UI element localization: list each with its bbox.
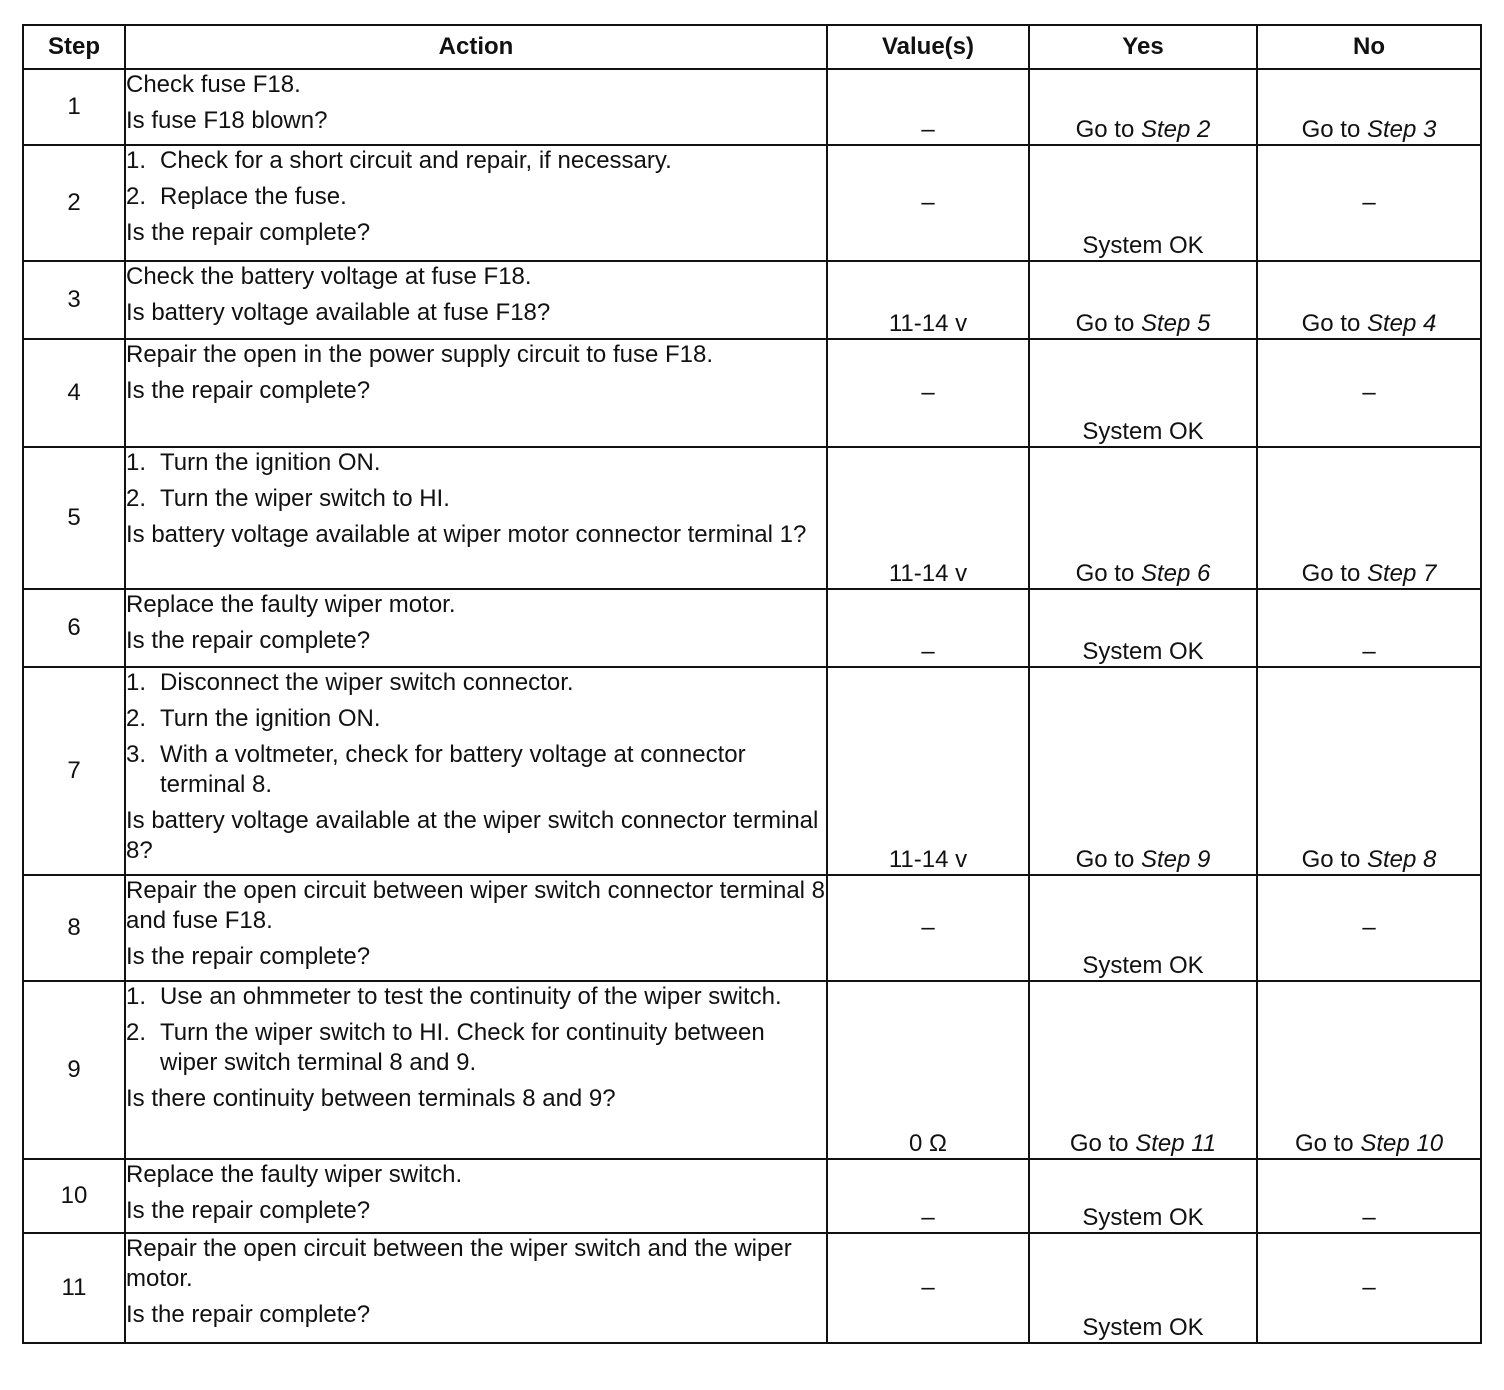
item-number: 1. [126, 669, 147, 696]
action-line: Is the repair complete? [126, 377, 371, 404]
action-cell [125, 69, 827, 145]
yes-step-link[interactable]: Step 9 [1140, 846, 1211, 873]
item-number: 1. [126, 449, 147, 476]
action-step-item [126, 182, 826, 212]
value-cell: 0 Ω [827, 981, 1029, 1159]
yes-cell [1029, 339, 1257, 447]
yes-prefix: Go to [1075, 310, 1141, 337]
no-cell: – [1257, 1159, 1481, 1233]
header-values: Value(s) [827, 25, 1029, 69]
step-cell: 4 [23, 339, 125, 447]
action-cell [125, 667, 827, 875]
no-cell: – [1257, 339, 1481, 447]
value-cell: – [827, 589, 1029, 667]
action-line: Repair the open circuit between the wiper switch and the wiper motor. [126, 1235, 792, 1292]
no-step-link[interactable]: Step 10 [1360, 1130, 1444, 1157]
action-line: Is fuse F18 blown? [126, 107, 328, 134]
header-row [23, 25, 1481, 69]
item-text: Turn the ignition ON. [160, 449, 381, 476]
item-number: 2. [126, 183, 147, 210]
action-step-item [126, 484, 826, 514]
action-cell [125, 981, 827, 1159]
yes-step-link[interactable]: Step 11 [1135, 1130, 1217, 1157]
yes-cell [1029, 145, 1257, 261]
step-cell: 2 [23, 145, 125, 261]
yes-cell [1029, 447, 1257, 589]
yes-prefix: Go to [1069, 1130, 1136, 1157]
step-cell: 11 [23, 1233, 125, 1343]
yes-cell [1029, 981, 1257, 1159]
action-cell [125, 261, 827, 339]
step-cell: 10 [23, 1159, 125, 1233]
item-number: 2. [126, 1019, 147, 1046]
action-line: Check fuse F18. [126, 71, 301, 98]
action-line: Is there continuity between terminals 8 and 9? [126, 1085, 616, 1112]
action-step-item [126, 668, 826, 698]
table-body [23, 69, 1481, 1343]
table-row [23, 261, 1481, 339]
header-no: No [1257, 25, 1481, 69]
action-cell [125, 1159, 827, 1233]
yes-cell [1029, 589, 1257, 667]
item-text: Use an ohmmeter to test the continuity of the wiper switch. [160, 983, 782, 1010]
action-cell [125, 875, 827, 981]
step-cell: 9 [23, 981, 125, 1159]
table-row [23, 69, 1481, 145]
value-cell: 11-14 v [827, 667, 1029, 875]
no-prefix: Go to [1301, 116, 1367, 143]
no-cell: – [1257, 875, 1481, 981]
action-line: Is the repair complete? [126, 627, 371, 654]
action-cell [125, 589, 827, 667]
item-text: Disconnect the wiper switch connector. [160, 669, 574, 696]
step-cell: 3 [23, 261, 125, 339]
table-row [23, 875, 1481, 981]
item-text: Turn the ignition ON. [160, 705, 381, 732]
item-text: Turn the wiper switch to HI. Check for continuity between wiper switch terminal 8 and 9. [160, 1019, 765, 1076]
header-action: Action [125, 25, 827, 69]
action-line: Is the repair complete? [126, 1301, 371, 1328]
no-prefix: Go to [1294, 1130, 1361, 1157]
no-step-link[interactable]: Step 7 [1366, 560, 1437, 587]
item-number: 2. [126, 485, 147, 512]
table-row [23, 981, 1481, 1159]
no-prefix: Go to [1301, 560, 1367, 587]
table-row [23, 667, 1481, 875]
value-cell: – [827, 339, 1029, 447]
step-cell: 6 [23, 589, 125, 667]
yes-prefix: System OK [1082, 1314, 1204, 1341]
yes-prefix: Go to [1075, 560, 1141, 587]
action-cell [125, 339, 827, 447]
step-cell: 8 [23, 875, 125, 981]
no-step-link[interactable]: Step 3 [1366, 116, 1437, 143]
action-line: Replace the faulty wiper motor. [126, 591, 456, 618]
action-step-item [126, 982, 826, 1012]
action-step-item [126, 704, 826, 734]
no-step-link[interactable]: Step 8 [1366, 846, 1437, 873]
yes-cell [1029, 1233, 1257, 1343]
yes-prefix: System OK [1082, 418, 1204, 445]
table-row [23, 447, 1481, 589]
yes-cell [1029, 1159, 1257, 1233]
table-row [23, 589, 1481, 667]
no-cell [1257, 447, 1481, 589]
table-row [23, 339, 1481, 447]
action-cell [125, 447, 827, 589]
no-cell: – [1257, 145, 1481, 261]
value-cell: – [827, 69, 1029, 145]
action-line: Is the repair complete? [126, 1197, 371, 1224]
diagnostic-table [22, 24, 1482, 1344]
action-cell [125, 1233, 827, 1343]
item-number: 1. [126, 147, 147, 174]
yes-step-link[interactable]: Step 2 [1140, 116, 1211, 143]
action-step-item [126, 1018, 826, 1078]
value-cell: – [827, 1233, 1029, 1343]
yes-cell [1029, 261, 1257, 339]
item-number: 3. [126, 741, 147, 768]
no-cell [1257, 261, 1481, 339]
step-cell: 5 [23, 447, 125, 589]
table-row [23, 1159, 1481, 1233]
table-row [23, 1233, 1481, 1343]
no-cell [1257, 667, 1481, 875]
item-text: Check for a short circuit and repair, if necessary. [160, 147, 672, 174]
yes-step-link[interactable]: Step 5 [1140, 310, 1211, 337]
yes-cell [1029, 667, 1257, 875]
table-row [23, 145, 1481, 261]
header-yes: Yes [1029, 25, 1257, 69]
yes-prefix: System OK [1082, 232, 1204, 259]
no-cell: – [1257, 1233, 1481, 1343]
yes-prefix: System OK [1082, 952, 1204, 979]
yes-cell [1029, 69, 1257, 145]
value-cell: – [827, 875, 1029, 981]
value-cell: – [827, 1159, 1029, 1233]
yes-step-link[interactable]: Step 6 [1140, 560, 1211, 587]
item-number: 1. [126, 983, 147, 1010]
action-step-item [126, 740, 826, 800]
yes-prefix: System OK [1082, 638, 1204, 665]
action-line: Repair the open in the power supply circuit to fuse F18. [126, 341, 713, 368]
step-cell: 7 [23, 667, 125, 875]
action-line: Replace the faulty wiper switch. [126, 1161, 463, 1188]
value-cell: 11-14 v [827, 261, 1029, 339]
action-line: Is the repair complete? [126, 943, 371, 970]
item-text: With a voltmeter, check for battery voltage at connector terminal 8. [160, 741, 746, 798]
no-prefix: Go to [1301, 846, 1367, 873]
action-cell [125, 145, 827, 261]
item-number: 2. [126, 705, 147, 732]
no-cell [1257, 981, 1481, 1159]
value-cell: – [827, 145, 1029, 261]
no-cell [1257, 69, 1481, 145]
action-line: Is battery voltage available at the wiper switch connector terminal 8? [126, 807, 819, 864]
yes-prefix: Go to [1075, 846, 1141, 873]
action-line: Check the battery voltage at fuse F18. [126, 263, 532, 290]
no-cell: – [1257, 589, 1481, 667]
step-cell: 1 [23, 69, 125, 145]
yes-prefix: System OK [1082, 1204, 1204, 1231]
yes-cell [1029, 875, 1257, 981]
action-step-item [126, 146, 826, 176]
no-prefix: Go to [1301, 310, 1367, 337]
value-cell: 11-14 v [827, 447, 1029, 589]
yes-prefix: Go to [1075, 116, 1141, 143]
action-line: Is battery voltage available at fuse F18? [126, 299, 551, 326]
item-text: Turn the wiper switch to HI. [160, 485, 450, 512]
action-step-item [126, 448, 826, 478]
item-text: Replace the fuse. [160, 183, 347, 210]
no-step-link[interactable]: Step 4 [1366, 310, 1437, 337]
action-line: Is battery voltage available at wiper motor connector terminal 1? [126, 521, 807, 548]
action-line: Repair the open circuit between wiper switch connector terminal 8 and fuse F18. [126, 877, 826, 934]
header-step: Step [23, 25, 125, 69]
action-line: Is the repair complete? [126, 219, 371, 246]
